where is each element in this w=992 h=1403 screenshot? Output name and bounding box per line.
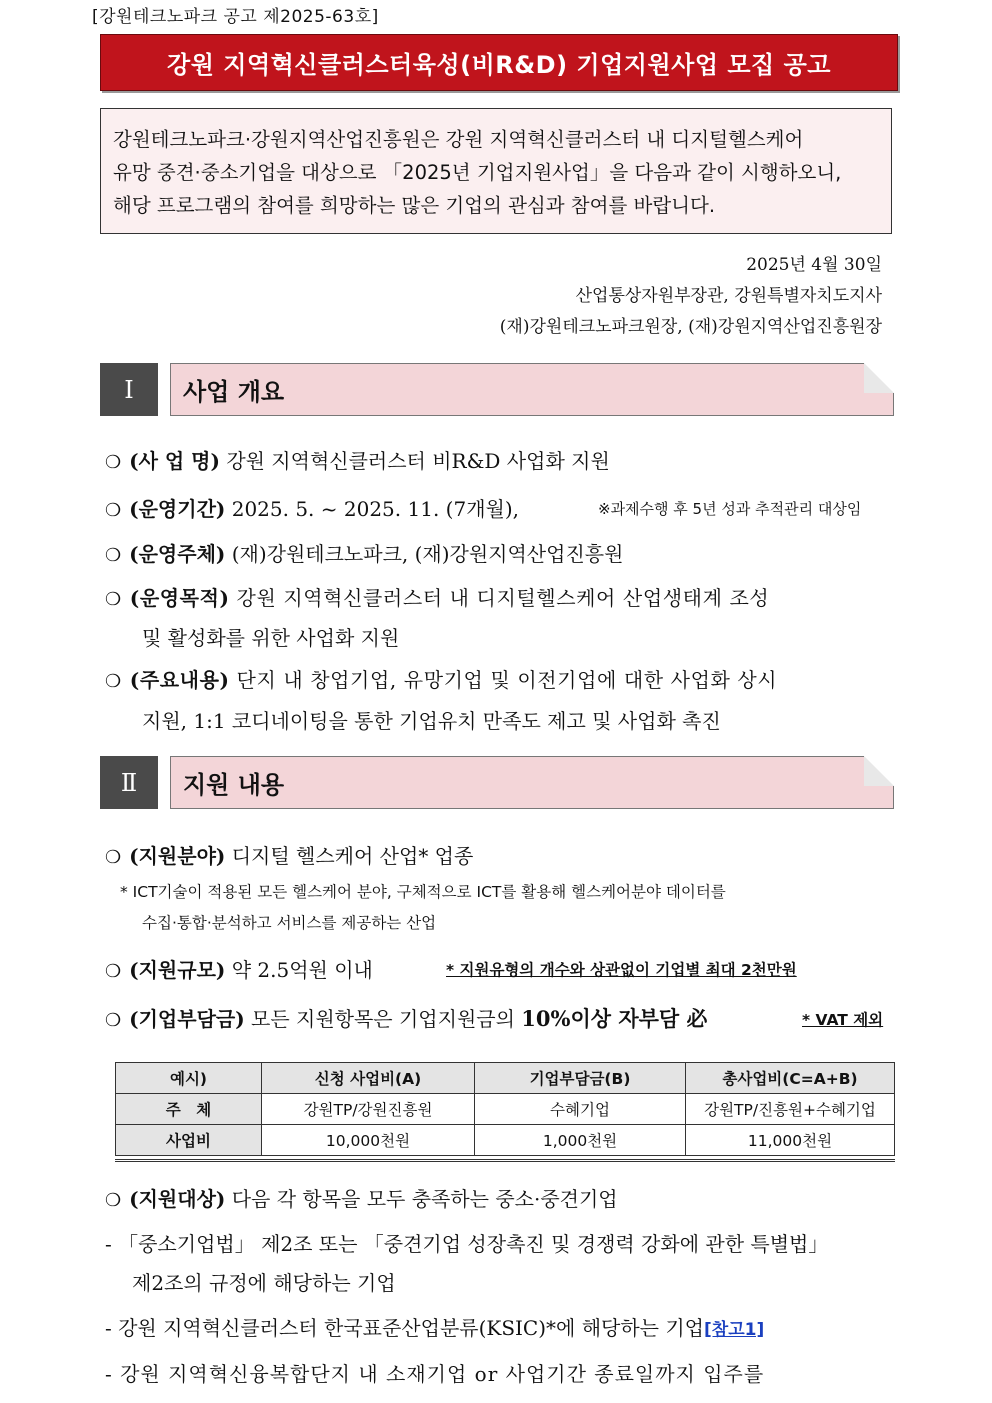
table-row-head: 주 체 xyxy=(116,1094,262,1125)
circle-bullet-icon: ❍ xyxy=(105,1190,122,1211)
list-item: ❍ (운영목적) 강원 지역혁신클러스터 내 디지털헬스케어 산업생태계 조성 xyxy=(105,586,770,610)
field-footnote: * ICT기술이 적용된 모든 헬스케어 분야, 구체적으로 ICT를 활용해 헬스케어분야 데이터를 xyxy=(120,883,726,901)
circle-bullet-icon: ❍ xyxy=(105,961,122,982)
circle-bullet-icon: ❍ xyxy=(105,589,122,610)
circle-bullet-icon: ❍ xyxy=(105,671,122,692)
table-header-row xyxy=(116,1063,895,1094)
circle-bullet-icon: ❍ xyxy=(105,452,122,473)
section-heading xyxy=(170,363,894,416)
circle-bullet-icon: ❍ xyxy=(105,847,122,868)
table-cell: 10,000천원 xyxy=(262,1125,475,1156)
issuer-block xyxy=(500,250,882,343)
field-footnote: 수집·통합·분석하고 서비스를 제공하는 산업 xyxy=(142,914,437,932)
intro-box xyxy=(100,108,892,234)
period-note: ※과제수행 후 5년 성과 추적관리 대상임 xyxy=(598,500,862,518)
section-number: Ⅰ xyxy=(100,363,158,416)
list-item: ❍ (지원분야) 디지털 헬스케어 산업* 업종 xyxy=(105,844,474,868)
table-cell: 수혜기업 xyxy=(475,1094,686,1125)
folded-corner-icon xyxy=(864,363,894,393)
intro-line: 해당 프로그램의 참여를 희망하는 많은 기업의 관심과 참여를 바랍니다. xyxy=(113,194,716,217)
target-criterion: - 강원 지역혁신클러스터 한국표준산업분류(KSIC)*에 해당하는 기업[참고1] xyxy=(105,1316,765,1340)
table-cell: 강원TP/진흥원+수혜기업 xyxy=(686,1094,895,1125)
intro-line: 강원테크노파크·강원지역산업진흥원은 강원 지역혁신클러스터 내 디지털헬스케어 xyxy=(113,128,804,151)
table-header: 신청 사업비(A) xyxy=(262,1063,475,1094)
notice-number: [강원테크노파크 공고 제2025-63호] xyxy=(92,7,379,27)
page-title: 강원 지역혁신클러스터육성(비R&D) 기업지원사업 모집 공고 xyxy=(100,34,898,91)
intro-line: 유망 중견·중소기업을 대상으로 「2025년 기업지원사업」을 다음과 같이 시행하오니, xyxy=(113,161,842,184)
section-heading xyxy=(170,756,894,809)
list-item: ❍ (주요내용) 단지 내 창업기업, 유망기업 및 이전기업에 대한 사업화 상시 xyxy=(105,668,778,692)
vat-note: * VAT 제외 xyxy=(802,1011,884,1029)
table-row xyxy=(116,1125,895,1156)
issuer-line: 산업통상자원부장관, 강원특별자치도지사 xyxy=(575,286,882,306)
circle-bullet-icon: ❍ xyxy=(105,1010,122,1031)
list-item-continued: 지원, 1:1 코디네이팅을 통한 기업유치 만족도 제고 및 사업화 촉진 xyxy=(142,709,721,733)
table-cell: 11,000천원 xyxy=(686,1125,895,1156)
scale-note: * 지원유형의 개수와 상관없이 기업별 최대 2천만원 xyxy=(446,961,797,979)
folded-corner-icon xyxy=(864,756,894,786)
list-item: ❍ (기업부담금) 모든 지원항목은 기업지원금의 10%이상 자부담 必 xyxy=(105,1006,708,1031)
list-item: ❍ (지원규모) 약 2.5억원 이내 xyxy=(105,958,373,982)
section-title: 사업 개요 xyxy=(183,378,285,406)
table-cell: 강원TP/강원진흥원 xyxy=(262,1094,475,1125)
issuer-line: (재)강원테크노파크원장, (재)강원지역산업진흥원장 xyxy=(499,317,882,337)
list-item: ❍ (사 업 명) 강원 지역혁신클러스터 비R&D 사업화 지원 xyxy=(105,449,610,473)
list-item: ❍ (운영주체) (재)강원테크노파크, (재)강원지역산업진흥원 xyxy=(105,542,624,566)
list-item: ❍ (지원대상) 다음 각 항목을 모두 충족하는 중소·중견기업 xyxy=(105,1187,618,1211)
table-row-head: 사업비 xyxy=(116,1125,262,1156)
table-header: 예시) xyxy=(116,1063,262,1094)
circle-bullet-icon: ❍ xyxy=(105,545,122,566)
section-number: Ⅱ xyxy=(100,756,158,809)
circle-bullet-icon: ❍ xyxy=(105,500,122,521)
table-row xyxy=(116,1094,895,1125)
table-header: 기업부담금(B) xyxy=(475,1063,686,1094)
list-item-continued: 및 활성화를 위한 사업화 지원 xyxy=(142,626,400,650)
target-criterion: - 강원 지역혁신융복합단지 내 소재기업 or 사업기간 종료일까지 입주를 xyxy=(105,1362,765,1386)
table-cell: 1,000천원 xyxy=(475,1125,686,1156)
list-item: ❍ (운영기간) 2025. 5. ~ 2025. 11. (7개월), xyxy=(105,497,519,521)
target-criterion-continued: 제2조의 규정에 해당하는 기업 xyxy=(132,1271,396,1295)
section-title: 지원 내용 xyxy=(183,771,285,799)
table-header: 총사업비(C=A+B) xyxy=(686,1063,895,1094)
issue-date: 2025년 4월 30일 xyxy=(746,255,882,275)
budget-example-table xyxy=(115,1062,895,1156)
table-bottom-rule xyxy=(115,1159,895,1162)
reference-link[interactable]: [참고1] xyxy=(704,1320,765,1340)
target-criterion: - 「중소기업법」 제2조 또는 「중견기업 성장촉진 및 경쟁력 강화에 관한 특별법」 xyxy=(105,1232,829,1256)
